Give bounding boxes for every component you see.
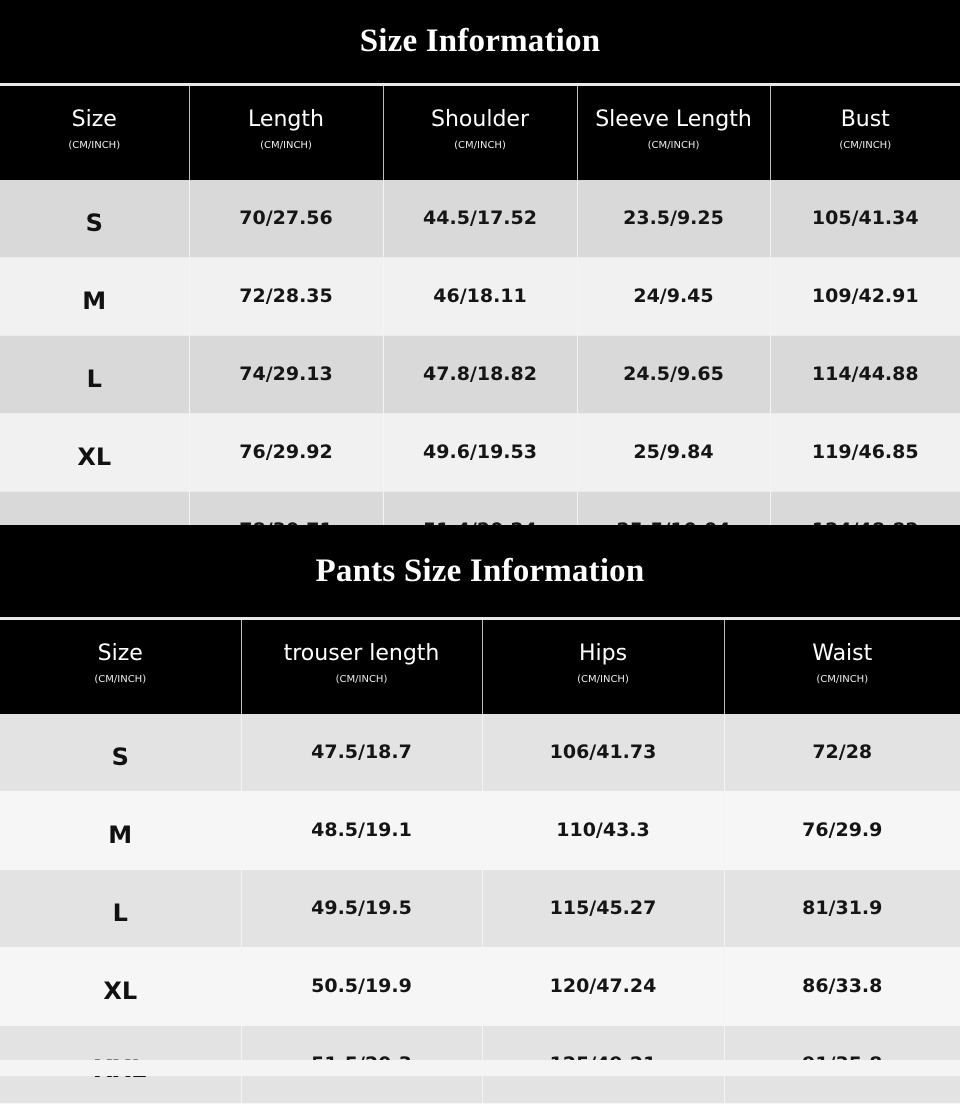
pants-size-table [0,620,960,1104]
shoulder-cell: 49.6/19.53 [383,414,577,492]
bottom-margin [0,1060,960,1076]
header-size [0,620,241,714]
sleeve-length-cell: 25/9.84 [577,414,770,492]
header-label: Hips [483,641,724,667]
length-cell: 70/27.56 [189,180,383,258]
hips-cell: 115/45.27 [482,870,724,948]
header-waist [724,620,960,714]
hips-cell: 106/41.73 [482,714,724,792]
header-unit: (CM/INCH) [725,673,960,687]
header-unit: (CM/INCH) [0,673,241,687]
header-hips [482,620,724,714]
header-label: Sleeve Length [578,107,770,133]
sleeve-length-cell: 24/9.45 [577,258,770,336]
table-header-row [0,86,960,180]
header-unit: (CM/INCH) [0,139,189,153]
table-row [0,336,960,414]
table-row [0,948,960,1026]
header-shoulder [383,86,577,180]
bust-cell: 114/44.88 [770,336,960,414]
table-row [0,180,960,258]
header-label: Size [0,641,241,667]
size-cell: M [0,792,241,870]
header-sleeve-length [577,86,770,180]
header-length [189,86,383,180]
bust-cell: 105/41.34 [770,180,960,258]
shoulder-cell: 47.8/18.82 [383,336,577,414]
shoulder-cell: 46/18.11 [383,258,577,336]
hips-cell: 120/47.24 [482,948,724,1026]
header-unit: (CM/INCH) [483,673,724,687]
bust-cell: 109/42.91 [770,258,960,336]
size-cell: XL [0,948,241,1026]
header-label: Length [190,107,383,133]
length-cell: 72/28.35 [189,258,383,336]
table-row [0,414,960,492]
pants-size-information-title: Pants Size Information [0,525,960,617]
size-cell: L [0,870,241,948]
hips-cell: 110/43.3 [482,792,724,870]
trouser-length-cell: 48.5/19.1 [241,792,482,870]
size-cell: XL [0,414,189,492]
header-unit: (CM/INCH) [771,139,960,153]
bust-cell: 119/46.85 [770,414,960,492]
header-label: Size [0,107,189,133]
waist-cell: 86/33.8 [724,948,960,1026]
header-label: Waist [725,641,960,667]
size-cell: L [0,336,189,414]
waist-cell: 72/28 [724,714,960,792]
header-unit: (CM/INCH) [190,139,383,153]
header-label: Bust [771,107,960,133]
trouser-length-cell: 47.5/18.7 [241,714,482,792]
header-bust [770,86,960,180]
length-cell: 74/29.13 [189,336,383,414]
header-unit: (CM/INCH) [242,673,482,687]
trouser-length-cell: 50.5/19.9 [241,948,482,1026]
header-unit: (CM/INCH) [384,139,577,153]
header-label: Shoulder [384,107,577,133]
header-unit: (CM/INCH) [578,139,770,153]
header-trouser-length [241,620,482,714]
size-cell: S [0,180,189,258]
size-information-title: Size Information [0,0,960,83]
waist-cell: 76/29.9 [724,792,960,870]
sleeve-length-cell: 23.5/9.25 [577,180,770,258]
length-cell: 76/29.92 [189,414,383,492]
trouser-length-cell: 49.5/19.5 [241,870,482,948]
table-row [0,258,960,336]
header-size [0,86,189,180]
sleeve-length-cell: 24.5/9.65 [577,336,770,414]
table-header-row [0,620,960,714]
header-label: trouser length [242,641,482,667]
size-cell: S [0,714,241,792]
shoulder-cell: 44.5/17.52 [383,180,577,258]
table-row [0,792,960,870]
table-row [0,714,960,792]
top-size-table [0,86,960,570]
waist-cell: 81/31.9 [724,870,960,948]
size-cell: M [0,258,189,336]
table-row [0,870,960,948]
